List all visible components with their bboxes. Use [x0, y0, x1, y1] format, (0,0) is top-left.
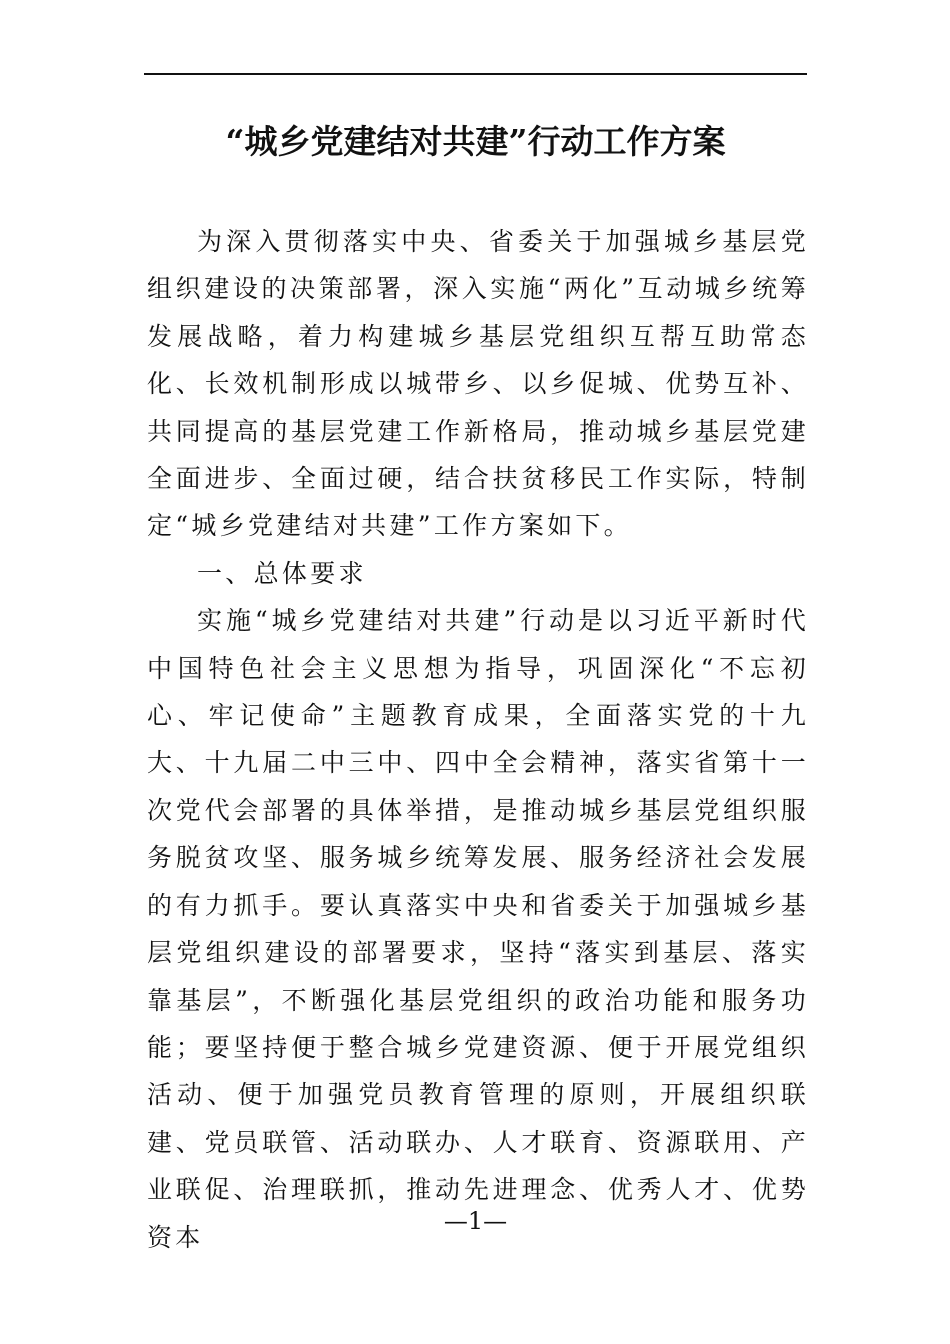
intro-paragraph: 为深入贯彻落实中央、省委关于加强城乡基层党组织建设的决策部署，深入实施“两化”互动城乡统筹发展战略，着力构建城乡基层党组织互帮互助常态化、长效机制形成以城带乡、以乡促城、优势互补、共同提高的基层党建工作新格局，推动城乡基层党建全面进步、全面过硬，结合扶贫移民工作实际，特制定“城乡党建结对共建”工作方案如下。 [147, 227, 809, 541]
header-rule [144, 73, 807, 75]
document-title: “城乡党建结对共建”行动工作方案 [225, 122, 726, 161]
page-number: —1— [443, 1207, 508, 1235]
section-paragraph: 实施“城乡党建结对共建”行动是以习近平新时代中国特色社会主义思想为指导，巩固深化“不忘初心、牢记使命”主题教育成果，全面落实党的十九大、十九届二中三中、四中全会精神，落实省第十一次党代会部署的具体举措，是推动城乡基层党组织服务脱贫攻坚、服务城乡统筹发展、服务经济社会发展的有力抓手。要认真落实中央和省委关于加强城乡基层党组织建设的部署要求，坚持“落实到基层、落实靠基层”，不断强化基层党组织的政治功能和服务功能；要坚持便于整合城乡党建资源、便于开展党组织活动、便于加强党员教育管理的原则，开展组织联建、党员联管、活动联办、人才联育、资源联用、产业联促、治理联抓，推动先进理念、优秀人才、优势资本 [147, 606, 809, 1252]
document-body [147, 218, 809, 1261]
section-heading: 一、总体要求 [197, 558, 367, 588]
